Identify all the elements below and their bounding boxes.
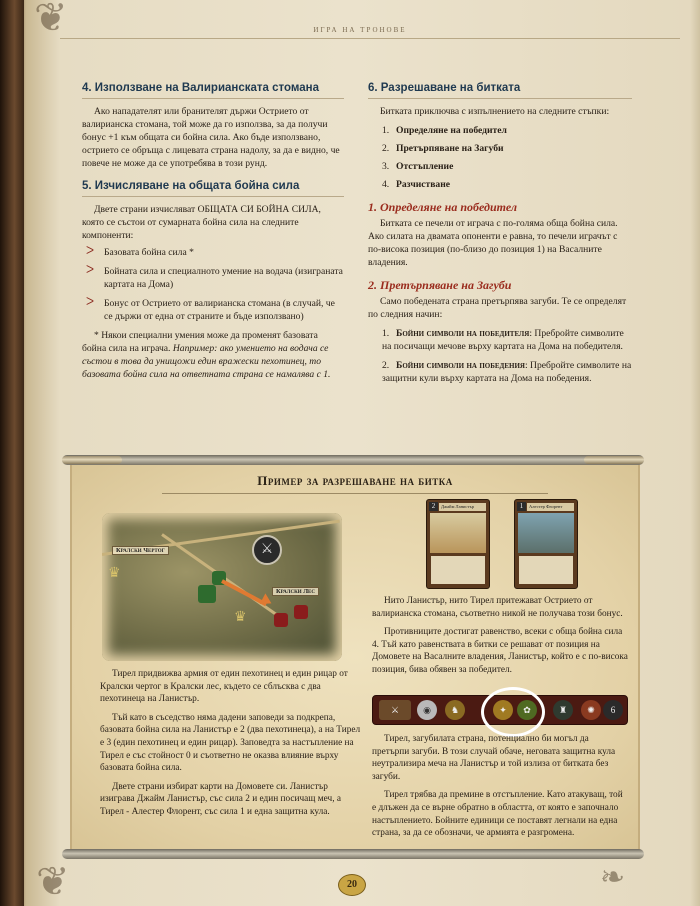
crown-icon: ♛: [234, 610, 247, 625]
card-art: [430, 513, 486, 553]
card-text-box: [431, 556, 485, 584]
bullet-icon: ᐳ: [86, 245, 95, 257]
section-6-intro: Битката приключва с изпълнението на следните стъпки:: [380, 106, 610, 117]
example-title: Пример за разрешаване на битка: [257, 473, 453, 488]
subsection-2-heading: 2. Претърпяване на Загуби: [368, 278, 512, 292]
house-card-jaime: 2 Джайм Ланистър: [426, 499, 490, 589]
march-order-token-icon: ⚔: [252, 535, 282, 565]
tyrell-knight-icon: [198, 585, 216, 603]
list-item: ᐳ Бонус от Острието от валирианска стомана (в случай, че се държи от една от страните и бъде използвано): [86, 296, 335, 322]
bullet-icon: ᐳ: [86, 296, 95, 308]
example-scroll: [62, 455, 644, 860]
list-item: 3. Отстъпление: [382, 161, 454, 172]
tyrell-token-icon: ✿: [517, 700, 537, 720]
track-number-badge: 6: [603, 700, 623, 720]
component-list: [82, 246, 344, 323]
section-5-intro: Двете страни изчисляват ОБЩАТА СИ БОЙНА СИЛА, която се състои от сумарната бойна сила на следните компоненти:: [82, 204, 321, 241]
page-number: 20: [338, 874, 366, 896]
list-item: 1. Бойни символи на победителя: Пребройте символите на посичащи мечове върху картата на Дома на победителя.: [382, 328, 624, 352]
example-right-text-bottom: [372, 733, 628, 844]
section-4-body: Ако нападателят или бранителят държи Острието от валирианска стомана, той може да го използва, за да получи бонус +1 към общата си бойна сила. Ако бъде използвано, острието се обръща с лицевата страна надолу, за да е видно, че повече не може да се употребява в този рунд.: [82, 106, 340, 169]
list-item: 1. Определяне на победител: [382, 125, 507, 136]
crown-icon: ♛: [108, 566, 121, 581]
header-rule: [60, 38, 680, 39]
corner-flourish-icon: ❦: [34, 0, 68, 40]
house-token-icon: ✺: [581, 700, 601, 720]
section-4-heading: 4. Използване на Валирианската стомана: [82, 82, 344, 99]
house-token-icon: ◉: [417, 700, 437, 720]
book-spine: [0, 0, 24, 906]
highlight-circle: [481, 687, 545, 737]
board-map-illustration: [102, 513, 342, 661]
subsection-1-heading: 1. Определяне на победител: [368, 200, 518, 214]
example-paragraph: Тирел придвижва армия от един пехотинец и един рицар от Кралски чертог в Кралски лес, където се сблъсква с два пехотинеца на Ланистър.: [100, 669, 348, 705]
scroll-rod-bottom: [62, 849, 644, 859]
example-right-text-top: [372, 595, 628, 681]
lannister-footman-icon: [274, 613, 288, 627]
bullet-icon: ᐳ: [86, 264, 95, 276]
list-item: 2. Бойни символи на победения: Пребройте символите на защитни кули върху картата на Дома на победения.: [382, 360, 632, 384]
example-paragraph: Тирел трябва да премине в отстъпление. Като атакуващ, той е длъжен да се върне обратно в областта, от която е започнало настъплението. Бойните единици се поставят легнали на една страна, за да се обозначи, че армията е разгромена.: [372, 790, 623, 839]
title-rule: [162, 493, 548, 494]
left-column: [82, 82, 344, 385]
house-token-icon: ♞: [445, 700, 465, 720]
corner-flourish-icon: ❦: [36, 859, 70, 904]
subsection-2-body: Само победената страна претърпява загуби. Те се определят по следния начин:: [368, 296, 627, 320]
example-panel: [70, 463, 640, 851]
example-left-text: [100, 668, 362, 823]
influence-track-strip: [372, 695, 628, 725]
region-label-kings-landing: Кралски Чертог: [112, 546, 169, 555]
example-paragraph: Нито Ланистър, нито Тирел притежават Острието от валирианска стомана, съответно никой не получава този бонус.: [372, 596, 623, 619]
subsection-1-body: Битката се печели от играча с по-голяма обща бойна сила. Ако силата на двамата опоненти е равна, то печели играчът с по-висока позиция (по-близо до позиция 1) на Васалните владения.: [368, 218, 618, 268]
lannister-footman-icon: [294, 605, 308, 619]
running-title: ИГРА НА ТРОНОВЕ: [313, 26, 407, 34]
corner-flourish-icon: ❧: [600, 861, 626, 894]
list-item: ᐳ Бойната сила и специалното умение на водача (изиграната картата на Дома): [86, 264, 343, 290]
house-token-icon: ♜: [553, 700, 573, 720]
lannister-token-icon: ✦: [493, 700, 513, 720]
region-label-kingswood: Кралски Лес: [272, 587, 319, 596]
section-5-heading: 5. Изчисляване на общата бойна сила: [82, 180, 344, 197]
right-column: [368, 82, 632, 391]
rod-cap-left: [62, 456, 122, 464]
list-item: ᐳ Базовата бойна сила *: [86, 245, 194, 258]
scroll-rod-top: [62, 455, 644, 465]
valyrian-sword-icon: ⚔: [379, 700, 411, 720]
footnote: * Някои специални умения може да променят базовата бойна сила на играча. Например: ако умението на водача се състои в това да унищожи един вражески пехотинец, то базовата бойна сила на ответната страна се намалява с 1.: [82, 330, 331, 380]
section-6-heading: 6. Разрешаване на битката: [368, 82, 632, 99]
steps-list: [382, 124, 632, 191]
example-paragraph: Тъй като в съседство няма дадени заповеди за подкрепа, базовата бойна сила на Ланистър е 2 (два пехотинеца), а на Тирел е 3 (един пехотинец и един рицар). Заповедта за настъпление на Тирел е със стойност 0 и съответно не оказва влияние върху базовата бойна сила.: [100, 712, 361, 774]
example-paragraph: Противниците достигат равенство, всеки с обща бойна сила 4. Тъй като равенствата в битки се решават от позиция на Домовете на Васалните владения, Ланистър, който е с по-висока позиция, бива обявен за победител.: [372, 627, 628, 675]
card-text-box: [519, 556, 573, 584]
list-item: 2. Претърпяване на Загуби: [382, 143, 504, 154]
house-card-alester: 1 Алестер Флорент: [514, 499, 578, 589]
example-paragraph: Двете страни избират карти на Домовете си. Ланистър изиграва Джайм Ланистър, със сила 2 и един посичащ меч, а Тирел - Алестер Флорент, със сила 1 и една защитна кула.: [100, 781, 342, 817]
rod-cap-right: [584, 456, 644, 464]
card-art: [518, 513, 574, 553]
list-item: 4. Разчистване: [382, 179, 450, 190]
example-paragraph: Тирел, загубилата страна, потенциално би могъл да претърпи загуби. В този случай обаче, неговата защитна кула неутрализира меча на Ланистър и той излиза от битката без загуби.: [372, 734, 616, 782]
